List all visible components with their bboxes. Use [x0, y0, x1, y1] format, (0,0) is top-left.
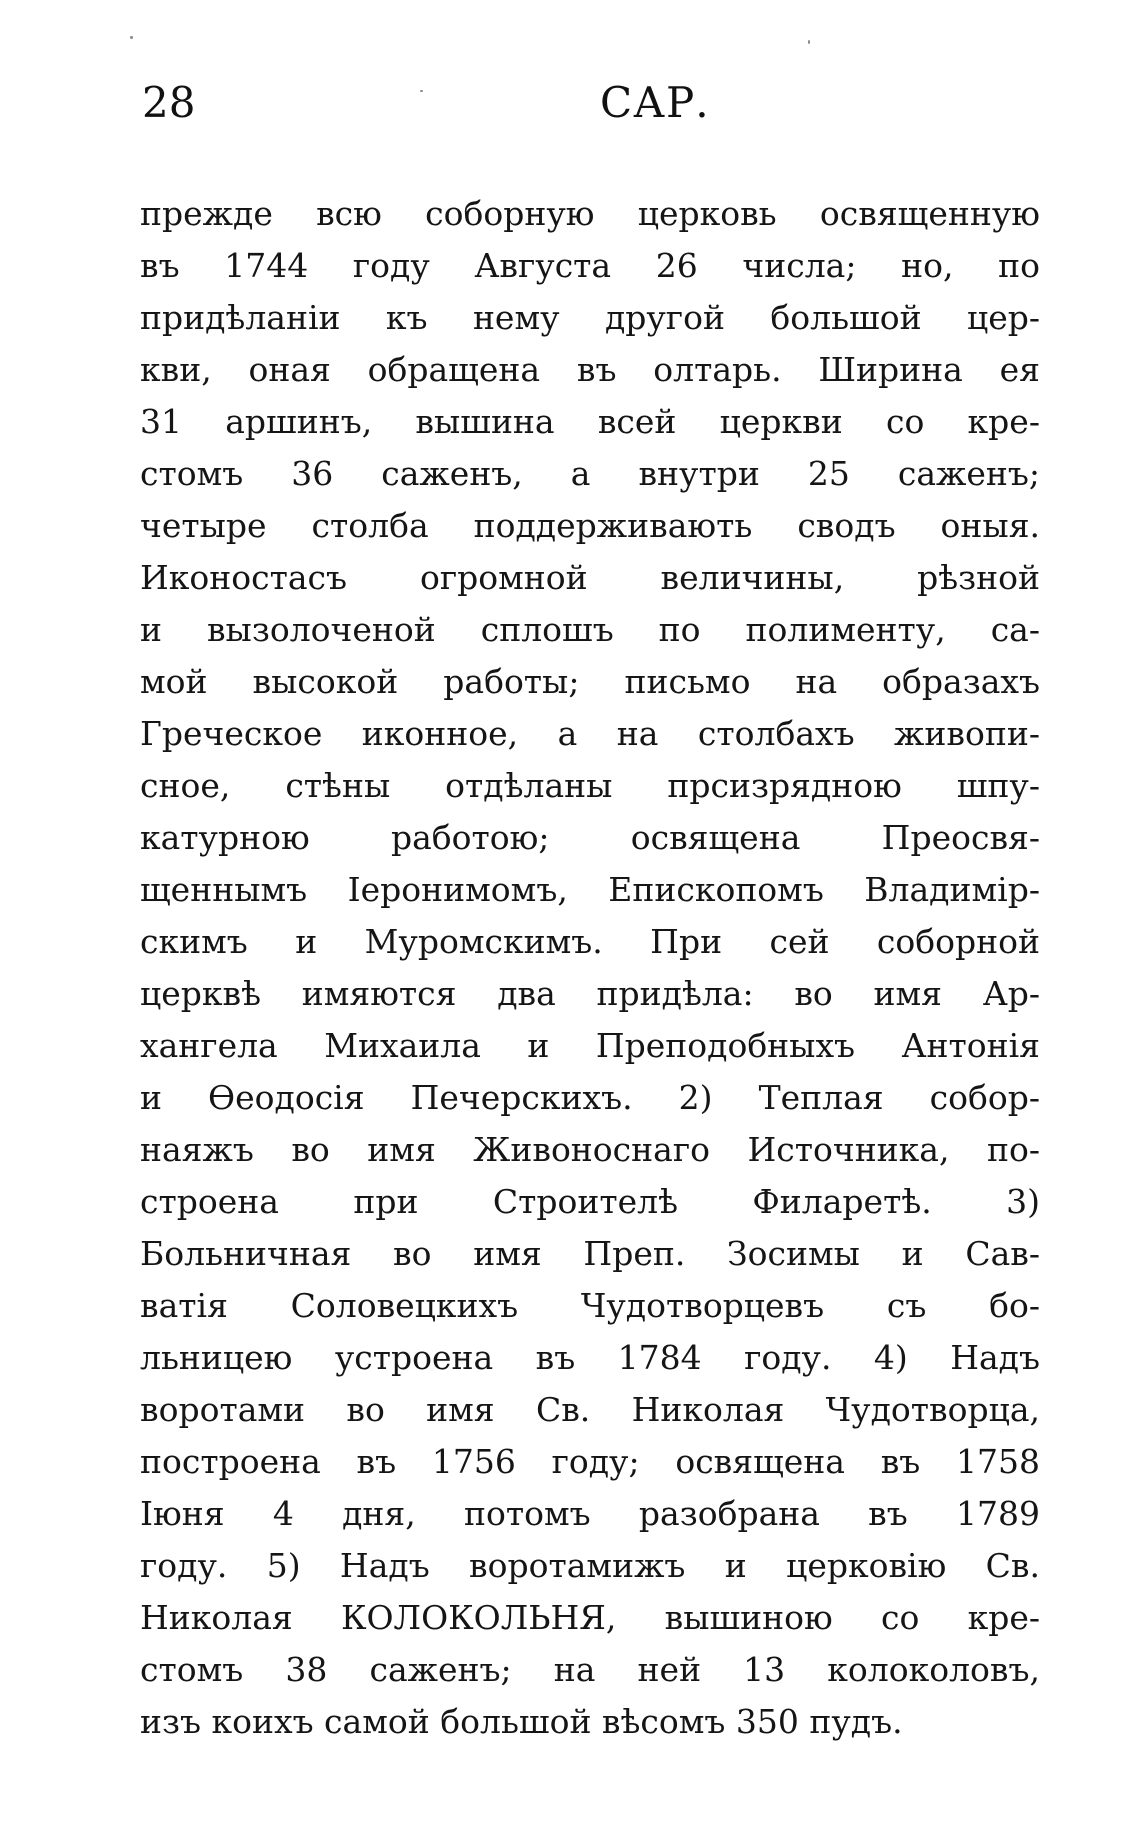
text-line: придѣланіи къ нему другой большой цер-	[140, 298, 1040, 337]
running-head: САР.	[600, 78, 710, 127]
text-line: щеннымъ Іеронимомъ, Епископомъ Владимір-	[140, 870, 1040, 909]
text-line: Николая КОЛОКОЛЬНЯ, вышиною со кре-	[140, 1598, 1040, 1637]
text-line: построена въ 1756 году; освящена въ 1758	[140, 1442, 1040, 1481]
text-line: Иконостасъ огромной величины, рѣзной	[140, 558, 1040, 597]
text-line: хангела Михаила и Преподобныхъ Антонія	[140, 1026, 1040, 1065]
text-line: Греческое иконное, а на столбахъ живопи-	[140, 714, 1040, 753]
text-line: изъ коихъ самой большой вѣсомъ 350 пудъ.	[140, 1702, 903, 1741]
text-line: и Ѳеодосія Печерскихъ. 2) Теплая собор-	[140, 1078, 1040, 1117]
text-line: строена при Строителѣ Филаретѣ. 3)	[140, 1182, 1040, 1221]
text-line: Больничная во имя Преп. Зосимы и Сав-	[140, 1234, 1040, 1273]
body-text	[140, 188, 1040, 1748]
text-line: скимъ и Муромскимъ. При сей соборной	[140, 922, 1040, 961]
text-line: мой высокой работы; письмо на образахъ	[140, 662, 1040, 701]
text-line: Іюня 4 дня, потомъ разобрана въ 1789	[140, 1494, 1040, 1533]
text-line: прежде всю соборную церковь освященную	[140, 194, 1040, 233]
text-line: ватія Соловецкихъ Чудотворцевъ съ бо-	[140, 1286, 1040, 1325]
paper-speck	[130, 36, 133, 39]
text-line: льницею устроена въ 1784 году. 4) Надъ	[140, 1338, 1040, 1377]
text-line: кви, оная обращена въ олтарь. Ширина ея	[140, 350, 1040, 389]
paper-speck	[420, 90, 423, 92]
text-line: сное, стѣны отдѣланы прсизрядною шпу-	[140, 766, 1040, 805]
text-line: стомъ 36 саженъ, а внутри 25 саженъ;	[140, 454, 1040, 493]
text-line: катурною работою; освящена Преосвя-	[140, 818, 1040, 857]
text-line: церквѣ имяются два придѣла: во имя Ар-	[140, 974, 1040, 1013]
text-line: и вызолоченой сплошъ по полименту, са-	[140, 610, 1040, 649]
text-line: въ 1744 году Августа 26 числа; но, по	[140, 246, 1040, 285]
text-line: четыре столба поддерживають сводъ оныя.	[140, 506, 1040, 545]
text-line: году. 5) Надъ воротамижъ и церковію Св.	[140, 1546, 1040, 1585]
text-line: воротами во имя Св. Николая Чудотворца,	[140, 1390, 1040, 1429]
text-line: наяжъ во имя Живоноснаго Источника, по-	[140, 1130, 1040, 1169]
text-line: стомъ 38 саженъ; на ней 13 колоколовъ,	[140, 1650, 1040, 1689]
paper-speck	[808, 40, 810, 44]
text-line: 31 аршинъ, вышина всей церкви со кре-	[140, 402, 1040, 441]
page-number: 28	[142, 78, 196, 127]
